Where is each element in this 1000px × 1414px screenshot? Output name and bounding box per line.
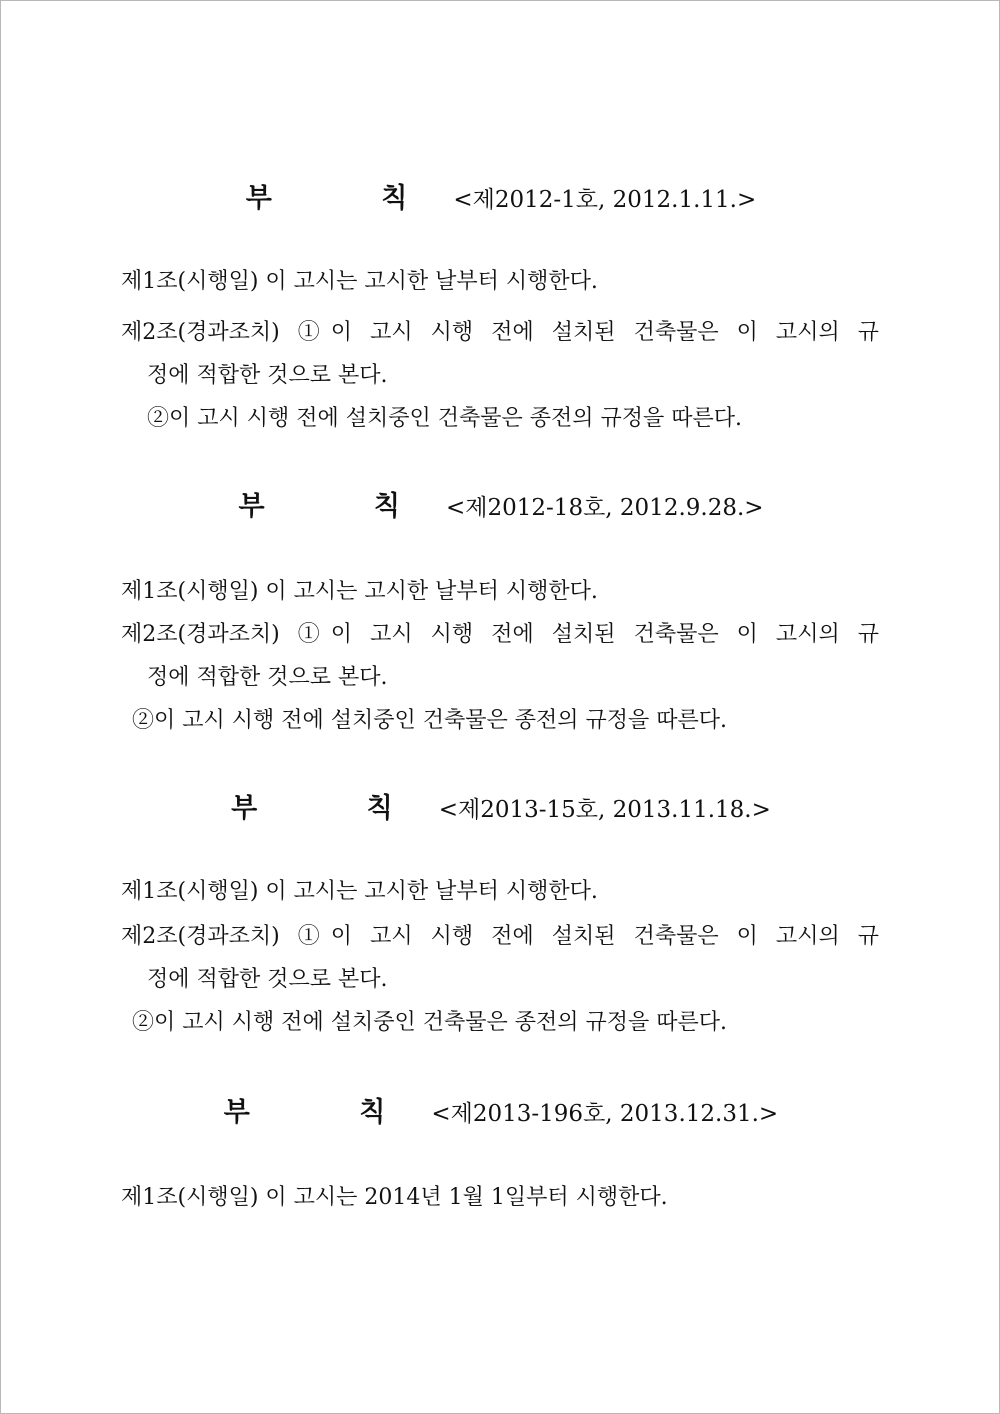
addendum-title: 부 칙	[231, 792, 443, 824]
article-2-line-1: 제2조(경과조치) ①이 고시 시행 전에 설치된 건축물은 이 고시의 규	[121, 320, 879, 345]
addendum-note: <제2013-15호, 2013.11.18.>	[438, 796, 771, 823]
addendum-title: 부 칙	[245, 182, 458, 214]
addendum-title: 부 칙	[223, 1096, 436, 1128]
article-2-line-2: 정에 적합한 것으로 본다.	[147, 967, 388, 992]
article-2-line-1: 제2조(경과조치) ①이 고시 시행 전에 설치된 건축물은 이 고시의 규	[121, 622, 879, 647]
addendum-heading	[1, 785, 1000, 825]
article-1: 제1조(시행일) 이 고시는 고시한 날부터 시행한다.	[121, 579, 598, 604]
article-1: 제1조(시행일) 이 고시는 고시한 날부터 시행한다.	[121, 269, 598, 294]
addendum-note: <제2012-1호, 2012.1.11.>	[453, 186, 757, 213]
addendum-note: <제2013-196호, 2013.12.31.>	[431, 1100, 779, 1127]
article-1: 제1조(시행일) 이 고시는 2014년 1월 1일부터 시행한다.	[121, 1185, 668, 1210]
article-2-line-2: 정에 적합한 것으로 본다.	[147, 665, 388, 690]
article-2-paragraph-2: ②이 고시 시행 전에 설치중인 건축물은 종전의 규정을 따른다.	[132, 708, 727, 733]
addendum-note: <제2012-18호, 2012.9.28.>	[446, 494, 764, 521]
article-2-paragraph-2: ②이 고시 시행 전에 설치중인 건축물은 종전의 규정을 따른다.	[147, 406, 742, 431]
addendum-heading	[1, 1089, 1000, 1129]
addendum-title: 부 칙	[238, 490, 451, 522]
article-2-line-2: 정에 적합한 것으로 본다.	[147, 363, 388, 388]
article-2-line-1: 제2조(경과조치) ①이 고시 시행 전에 설치된 건축물은 이 고시의 규	[121, 924, 879, 949]
addendum-heading	[1, 483, 1000, 523]
article-2-paragraph-2: ②이 고시 시행 전에 설치중인 건축물은 종전의 규정을 따른다.	[132, 1010, 727, 1035]
article-1: 제1조(시행일) 이 고시는 고시한 날부터 시행한다.	[121, 879, 598, 904]
addendum-heading	[1, 175, 1000, 215]
